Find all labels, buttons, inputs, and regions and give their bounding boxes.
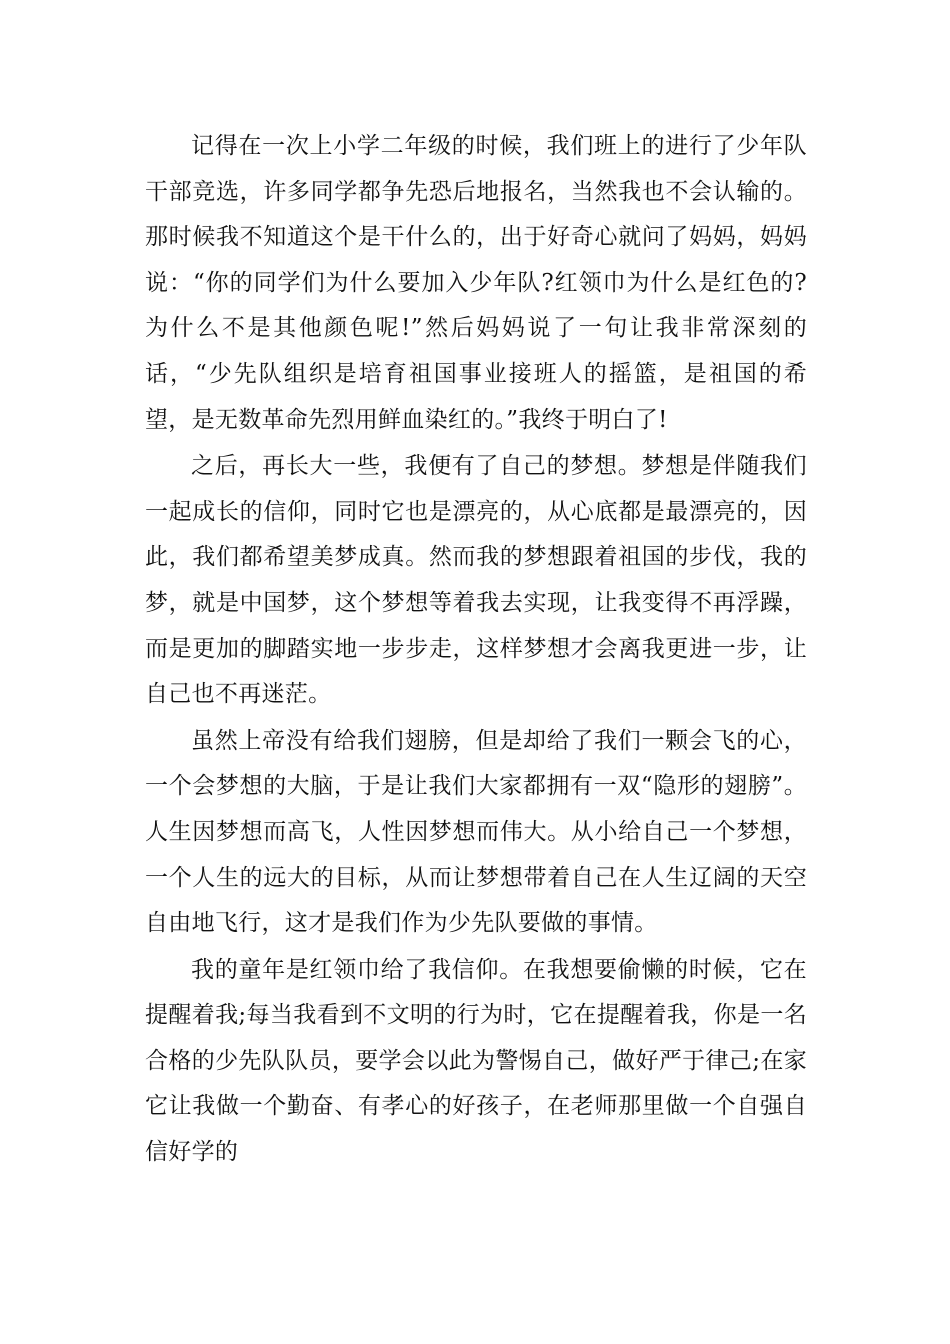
paragraph-1: 记得在一次上小学二年级的时候，我们班上的进行了少年队干部竞选，许多同学都争先恐后地报名，当然我也不会认输的。那时候我不知道这个是干什么的，出于好奇心就问了妈妈，妈妈说：“你的同学们为什么要加入少年队?红领巾为什么是红色的?为什么不是其他颜色呢!”然后妈妈说了一句让我非常深刻的话，“少先队组织是培育祖国事业接班人的摇篮，是祖国的希望，是无数革命先烈用鲜血染红的。”我终于明白了! <box>145 133 807 433</box>
paragraph-4: 我的童年是红领巾给了我信仰。在我想要偷懒的时候，它在提醒着我;每当我看到不文明的行为时，它在提醒着我，你是一名合格的少先队队员，要学会以此为警惕自己，做好严于律己;在家它让我做一个勤奋、有孝心的好孩子，在老师那里做一个自强自信好学的 <box>145 956 807 1166</box>
paragraph-2: 之后，再长大一些，我便有了自己的梦想。梦想是伴随我们一起成长的信仰，同时它也是漂亮的，从心底都是最漂亮的，因此，我们都希望美梦成真。然而我的梦想跟着祖国的步伐，我的梦，就是中国梦，这个梦想等着我去实现，让我变得不再浮躁，而是更加的脚踏实地一步步走，这样梦想才会离我更进一步，让自己也不再迷茫。 <box>145 453 807 708</box>
paragraph-3: 虽然上帝没有给我们翅膀，但是却给了我们一颗会飞的心，一个会梦想的大脑，于是让我们大家都拥有一双“隐形的翅膀”。人生因梦想而高飞，人性因梦想而伟大。从小给自己一个梦想，一个人生的远大的目标，从而让梦想带着自己在人生辽阔的天空自由地飞行，这才是我们作为少先队要做的事情。 <box>145 727 807 937</box>
document-body <box>145 124 807 1176</box>
